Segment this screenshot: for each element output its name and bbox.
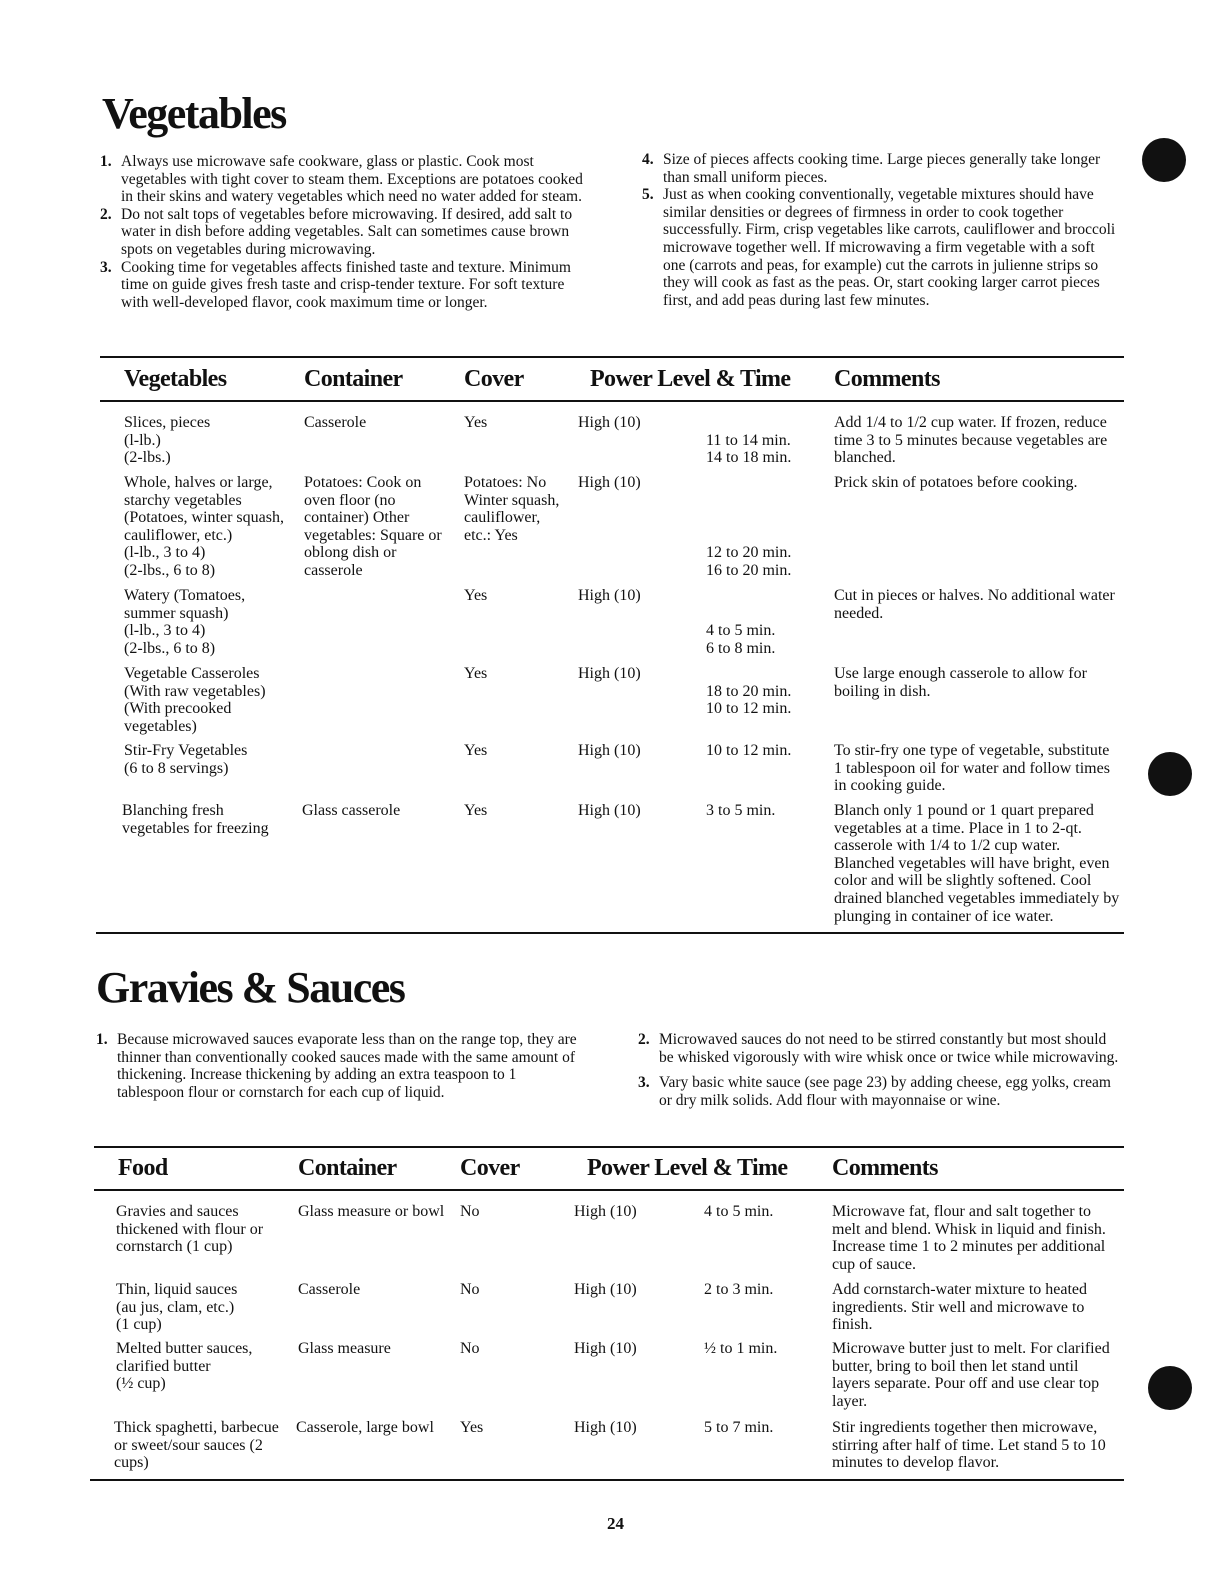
note-item bbox=[100, 206, 590, 259]
note-number: 1. bbox=[100, 153, 112, 170]
binder-hole-marker bbox=[1148, 752, 1192, 796]
cell-comments: Blanch only 1 pound or 1 quart prepared vegetables at a time. Place in 1 to 2-qt. casserole with 1/4 to 1/2 cup water. Blanched vegetables will have bright, even color and will be slightly softened. Cool drained blanched vegetables immediately by plunging in container of ice water. bbox=[834, 802, 1120, 925]
cell-comments: Microwave fat, flour and salt together to melt and blend. Whisk in liquid and finish. Increase time 1 to 2 minutes per additional cup of sauce. bbox=[832, 1203, 1106, 1273]
page-number: 24 bbox=[607, 1514, 624, 1533]
cell-comments: Use large enough casserole to allow for boiling in dish. bbox=[834, 665, 1087, 700]
cell-power-level: High (10) bbox=[574, 1281, 637, 1298]
cell-container: Potatoes: Cook on oven floor (no container) Other vegetables: Square or oblong dish or casserole bbox=[304, 474, 442, 579]
cell-container: Casserole bbox=[304, 414, 367, 431]
vegetables-notes-right bbox=[642, 151, 1120, 309]
note-text: Cooking time for vegetables affects finished taste and texture. Minimum time on guide gives fresh taste and crisp-tender texture. For soft texture with well-developed flavor, cook maximum time or longer. bbox=[121, 258, 571, 311]
cell-power-level: High (10) bbox=[578, 414, 641, 431]
cell-power-level: High (10) bbox=[578, 587, 641, 604]
note-number: 4. bbox=[642, 151, 654, 168]
note-number: 2. bbox=[100, 205, 112, 223]
col-header-power-level-time: Power Level & Time bbox=[587, 1155, 788, 1181]
cell-container: Glass casserole bbox=[302, 802, 401, 819]
col-header-comments: Comments bbox=[832, 1155, 938, 1181]
cell-comments: Microwave butter just to melt. For clarified butter, bring to boil then let stand until layers separate. Pour off and use clear top layer. bbox=[832, 1340, 1110, 1410]
gravies-notes-right bbox=[638, 1031, 1120, 1109]
note-item bbox=[100, 153, 590, 206]
note-text: Just as when cooking conventionally, vegetable mixtures should have similar densities or degrees of firmness in order to cook together successfully. Firm, crisp vegetables like carrots, cauliflower and broccoli microwave together well. If microwaving a firm vegetable with a soft one (carrots and peas, for example) cut the carrots in julienne strips so they will cook as fast as the peas. Or, start cooking larger carrot pieces first, and add peas during last few minutes. bbox=[663, 186, 1116, 309]
cell-power-level: High (10) bbox=[578, 802, 641, 819]
note-item bbox=[100, 259, 590, 312]
cell-vegetable: Slices, pieces (l-lb.) (2-lbs.) bbox=[124, 414, 211, 467]
col-header-container: Container bbox=[298, 1155, 397, 1181]
cell-cover: Yes bbox=[464, 665, 488, 682]
cell-time: 11 to 14 min. 14 to 18 min. bbox=[706, 431, 792, 467]
cell-time: 12 to 20 min. 16 to 20 min. bbox=[706, 544, 792, 579]
cell-power-level: High (10) bbox=[574, 1419, 637, 1436]
cell-time: 2 to 3 min. bbox=[704, 1281, 774, 1298]
cell-container: Glass measure bbox=[298, 1340, 391, 1357]
cell-cover: Yes bbox=[464, 414, 488, 431]
cell-cover: Yes bbox=[464, 742, 488, 759]
cell-comments: To stir-fry one type of vegetable, substitute 1 tablespoon oil for water and follow times in cooking guide. bbox=[834, 742, 1110, 795]
note-number: 3. bbox=[100, 258, 112, 276]
cell-comments: Add 1/4 to 1/2 cup water. If frozen, reduce time 3 to 5 minutes because vegetables are blanched. bbox=[834, 414, 1108, 467]
cell-time: 18 to 20 min. 10 to 12 min. bbox=[706, 682, 792, 718]
cell-cover: Potatoes: No Winter squash, cauliflower, etc.: Yes bbox=[464, 474, 560, 544]
note-number: 3. bbox=[638, 1074, 650, 1092]
table-header-rule bbox=[100, 400, 1124, 402]
note-item bbox=[638, 1031, 1120, 1066]
cell-time: 4 to 5 min. bbox=[704, 1203, 774, 1220]
cell-vegetable: Stir-Fry Vegetables (6 to 8 servings) bbox=[124, 742, 248, 777]
cell-container: Casserole, large bowl bbox=[296, 1419, 434, 1436]
cell-container: Casserole bbox=[298, 1281, 361, 1298]
section-title-gravies-sauces: Gravies & Sauces bbox=[96, 963, 405, 1012]
table-bottom-rule bbox=[96, 932, 1124, 934]
cell-vegetable: Vegetable Casseroles (With raw vegetables) (With precooked vegetables) bbox=[124, 665, 266, 735]
col-header-vegetables: Vegetables bbox=[124, 366, 227, 392]
cell-comments: Prick skin of potatoes before cooking. bbox=[834, 474, 1078, 491]
binder-hole-marker bbox=[1142, 138, 1186, 182]
cell-power-level: High (10) bbox=[574, 1203, 637, 1220]
cell-time: 3 to 5 min. bbox=[706, 802, 776, 819]
cell-time: 10 to 12 min. bbox=[706, 742, 792, 759]
note-number: 5. bbox=[642, 186, 654, 204]
note-item bbox=[638, 1074, 1120, 1109]
cell-comments: Add cornstarch-water mixture to heated ingredients. Stir well and microwave to finish. bbox=[832, 1281, 1088, 1334]
cell-time: ½ to 1 min. bbox=[704, 1340, 778, 1357]
cell-food: Thick spaghetti, barbecue or sweet/sour sauces (2 cups) bbox=[114, 1419, 279, 1472]
cell-vegetable: Blanching fresh vegetables for freezing bbox=[122, 802, 269, 837]
note-text: Always use microwave safe cookware, glass or plastic. Cook most vegetables with tight cover to steam them. Exceptions are potatoes cooked in their skins and watery vegetables which need no water added for steam. bbox=[121, 153, 583, 206]
cell-vegetable: Whole, halves or large, starchy vegetables (Potatoes, winter squash, cauliflower, etc.) (l-lb., 3 to 4) (2-lbs., 6 to 8) bbox=[124, 474, 284, 579]
note-number: 1. bbox=[96, 1031, 108, 1048]
table-bottom-rule bbox=[90, 1479, 1124, 1481]
note-text: Microwaved sauces do not need to be stirred constantly but most should be whisked vigorously with wire whisk once or twice while microwaving. bbox=[659, 1031, 1119, 1066]
gravies-notes-left bbox=[96, 1031, 586, 1101]
table-top-rule bbox=[100, 356, 1124, 358]
note-text: Vary basic white sauce (see page 23) by adding cheese, egg yolks, cream or dry milk solids. Add flour with mayonnaise or wine. bbox=[659, 1074, 1111, 1109]
cell-cover: Yes bbox=[464, 587, 488, 604]
note-item bbox=[642, 186, 1120, 309]
table-header-rule bbox=[94, 1189, 1124, 1191]
col-header-cover: Cover bbox=[460, 1155, 520, 1181]
col-header-container: Container bbox=[304, 366, 403, 392]
cell-cover: No bbox=[460, 1203, 480, 1220]
note-text: Because microwaved sauces evaporate less than on the range top, they are thinner than conventionally cooked sauces made with the same amount of thickening. Increase thickening by adding an extra teaspoon to 1 tablespoon flour or cornstarch for each cup of liquid. bbox=[117, 1031, 577, 1101]
note-text: Size of pieces affects cooking time. Large pieces generally take longer than small uniform pieces. bbox=[663, 151, 1101, 186]
cell-cover: No bbox=[460, 1340, 480, 1357]
table-top-rule bbox=[94, 1146, 1124, 1148]
cell-cover: Yes bbox=[460, 1419, 484, 1436]
cell-cover: Yes bbox=[464, 802, 488, 819]
col-header-power-level-time: Power Level & Time bbox=[590, 366, 791, 392]
cell-power-level: High (10) bbox=[578, 474, 641, 491]
cell-food: Thin, liquid sauces (au jus, clam, etc.) (1 cup) bbox=[116, 1281, 238, 1334]
cell-power-level: High (10) bbox=[578, 742, 641, 759]
col-header-food: Food bbox=[118, 1155, 168, 1181]
cell-time: 5 to 7 min. bbox=[704, 1419, 774, 1436]
note-text: Do not salt tops of vegetables before microwaving. If desired, add salt to water in dish before adding vegetables. Salt can sometimes cause brown spots on vegetables during microwaving. bbox=[121, 205, 573, 258]
cell-cover: No bbox=[460, 1281, 480, 1298]
cell-power-level: High (10) bbox=[574, 1340, 637, 1357]
note-item bbox=[642, 151, 1120, 186]
note-item bbox=[96, 1031, 586, 1101]
cell-time: 4 to 5 min. 6 to 8 min. bbox=[706, 622, 776, 657]
cell-comments: Cut in pieces or halves. No additional water needed. bbox=[834, 587, 1115, 622]
vegetables-notes-left bbox=[100, 153, 590, 311]
cell-vegetable: Watery (Tomatoes, summer squash) (l-lb., 3 to 4) (2-lbs., 6 to 8) bbox=[124, 587, 246, 657]
section-title-vegetables: Vegetables bbox=[102, 89, 286, 138]
note-number: 2. bbox=[638, 1031, 650, 1048]
cell-food: Melted butter sauces, clarified butter (½ cup) bbox=[116, 1340, 253, 1393]
cell-power-level: High (10) bbox=[578, 665, 641, 682]
cell-comments: Stir ingredients together then microwave, stirring after half of time. Let stand 5 to 10 minutes to develop flavor. bbox=[832, 1419, 1106, 1472]
binder-hole-marker bbox=[1148, 1366, 1192, 1410]
col-header-comments: Comments bbox=[834, 366, 940, 392]
col-header-cover: Cover bbox=[464, 366, 524, 392]
cell-container: Glass measure or bowl bbox=[298, 1203, 445, 1220]
cell-food: Gravies and sauces thickened with flour or cornstarch (1 cup) bbox=[116, 1203, 264, 1256]
